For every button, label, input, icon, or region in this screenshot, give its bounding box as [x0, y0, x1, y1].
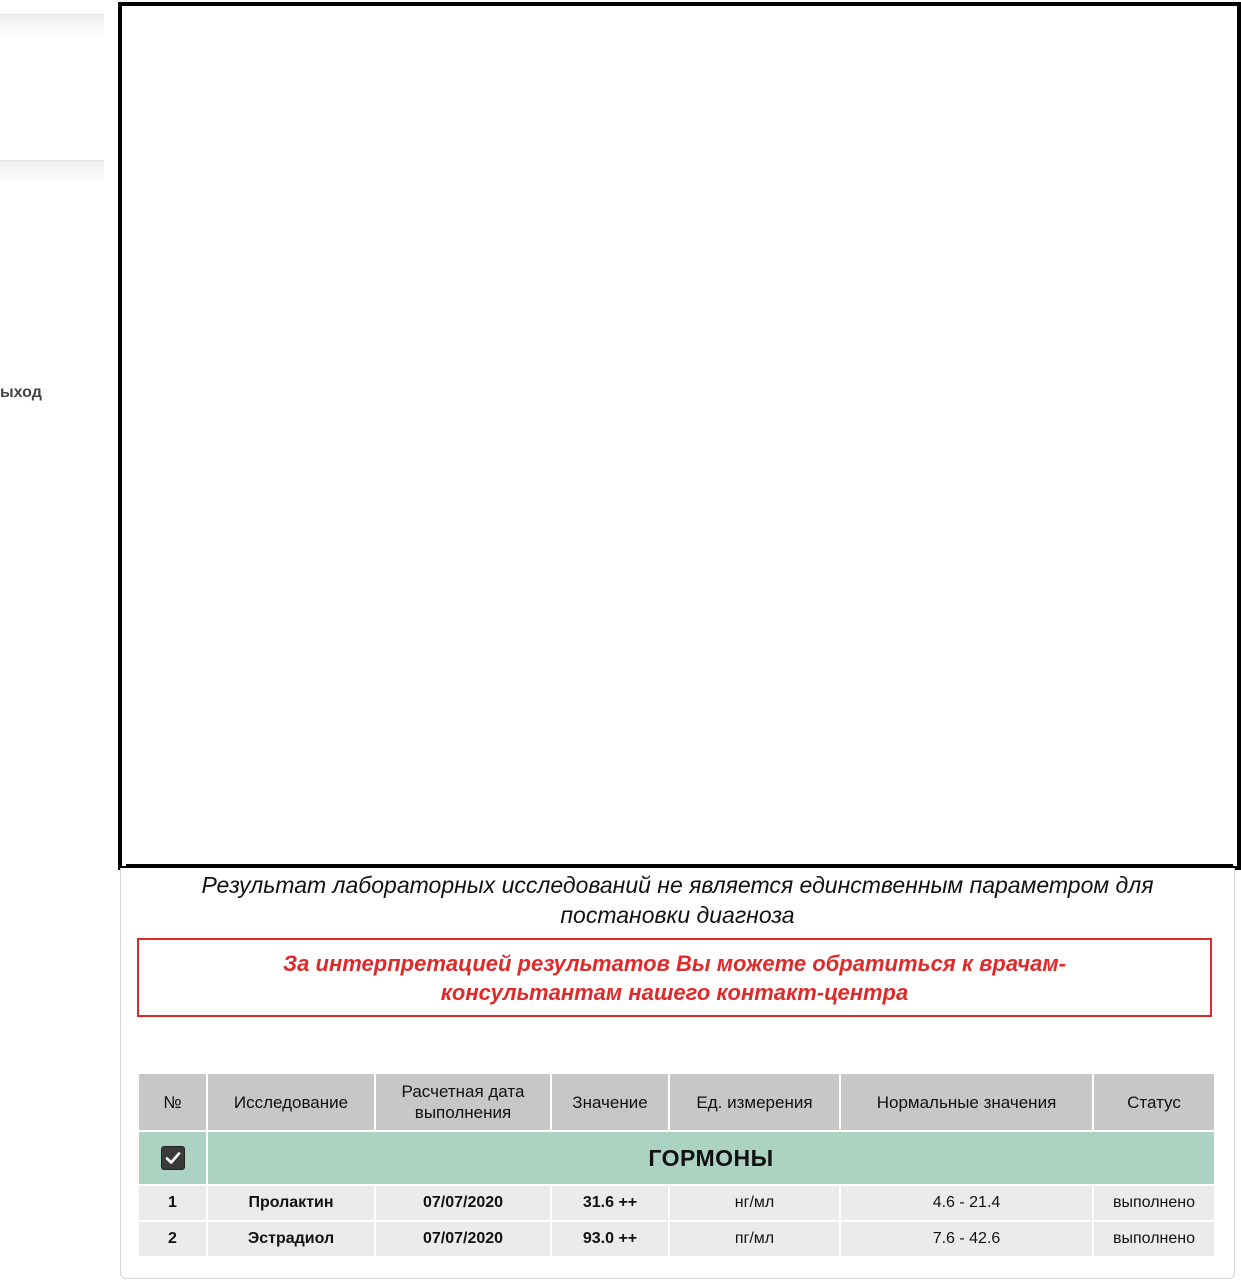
- group-checkbox[interactable]: [161, 1146, 185, 1170]
- col-header-unit: Ед. измерения: [669, 1073, 840, 1131]
- cell-num: 1: [138, 1185, 207, 1221]
- sidebar: [0, 0, 110, 1280]
- group-checkbox-cell: [138, 1131, 207, 1185]
- cell-date: 07/07/2020: [375, 1185, 551, 1221]
- col-header-test: Исследование: [207, 1073, 375, 1131]
- cell-status: выполнено: [1093, 1221, 1215, 1257]
- cell-num: 2: [138, 1221, 207, 1257]
- cell-unit: нг/мл: [669, 1185, 840, 1221]
- table-row: [138, 1221, 1215, 1257]
- group-row: [138, 1131, 1215, 1185]
- table-row: [138, 1185, 1215, 1221]
- alert-text: За интерпретацией результатов Вы можете обратиться к врачам-консультантам нашего контакт-центра: [283, 950, 1066, 1005]
- disclaimer-text: Результат лабораторных исследований не является единственным параметром для постановки диагноза: [201, 872, 1154, 928]
- col-header-num: №: [138, 1073, 207, 1131]
- col-header-normal: Нормальные значения: [840, 1073, 1093, 1131]
- checkmark-icon: [164, 1149, 182, 1167]
- col-header-date: Расчетная дата выполнения: [375, 1073, 551, 1131]
- logout-link[interactable]: ыход: [0, 384, 42, 401]
- table-header-row: [138, 1073, 1215, 1131]
- col-header-value: Значение: [551, 1073, 669, 1131]
- sidebar-menu-item[interactable]: [0, 160, 104, 185]
- cell-normal: 7.6 - 42.6: [840, 1221, 1093, 1257]
- cell-date: 07/07/2020: [375, 1221, 551, 1257]
- col-header-status: Статус: [1093, 1073, 1215, 1131]
- results-table: [137, 1072, 1216, 1258]
- cell-unit: пг/мл: [669, 1221, 840, 1257]
- group-title: ГОРМОНЫ: [207, 1131, 1215, 1185]
- cell-test: Пролактин: [207, 1185, 375, 1221]
- cell-value: 31.6 ++: [551, 1185, 669, 1221]
- cell-test: Эстрадиол: [207, 1221, 375, 1257]
- cell-status: выполнено: [1093, 1185, 1215, 1221]
- sidebar-menu-item[interactable]: [0, 14, 104, 39]
- cell-value: 93.0 ++: [551, 1221, 669, 1257]
- alert-box: [137, 938, 1212, 1017]
- cell-normal: 4.6 - 21.4: [840, 1185, 1093, 1221]
- blank-frame: [118, 2, 1241, 870]
